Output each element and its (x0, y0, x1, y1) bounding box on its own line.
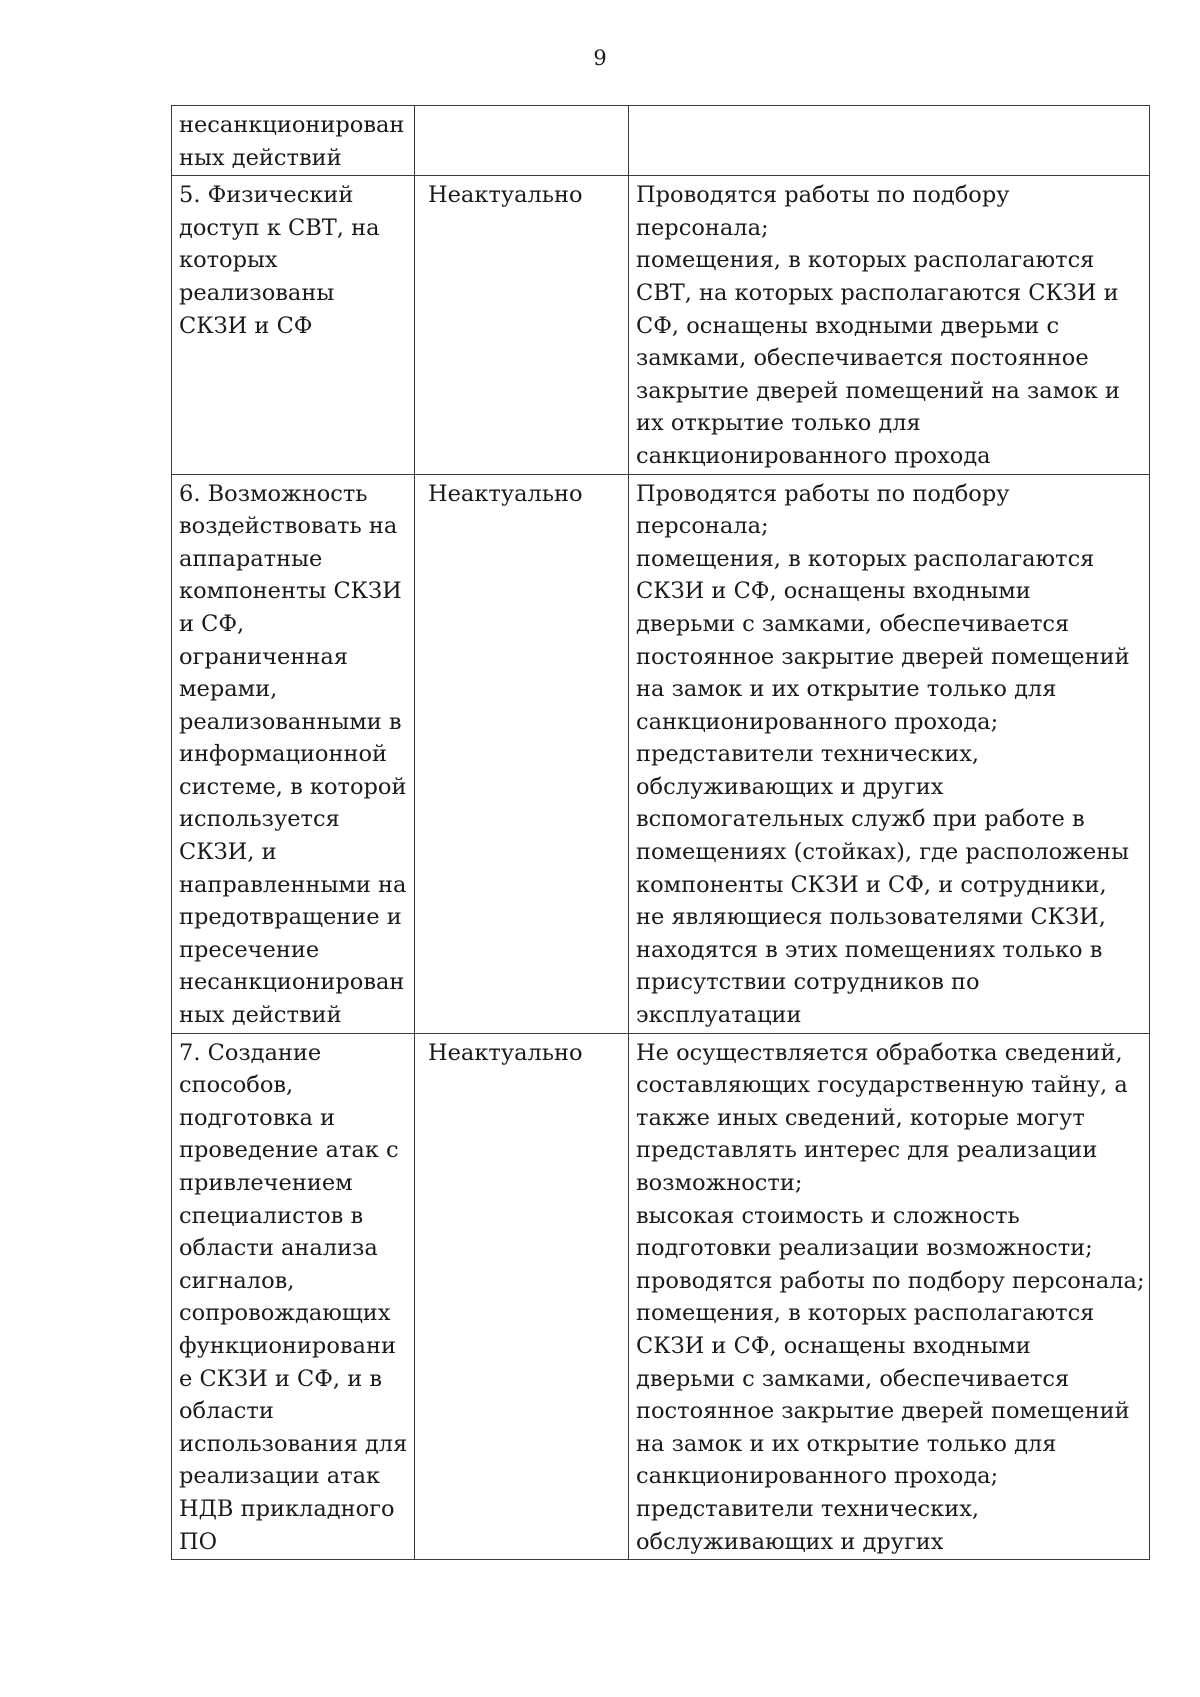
justification-text-line: присутствии сотрудников по (636, 969, 980, 996)
justification-text-line: их открытие только для (636, 410, 921, 437)
threat-text-line: реализованными в (179, 708, 402, 735)
actuality-value: Неактуально (428, 1039, 583, 1066)
threat-text-line: реализации атак (179, 1463, 381, 1490)
table-row (172, 1033, 1150, 1560)
actuality-cell (415, 176, 629, 474)
threat-text-line: используется (179, 806, 340, 833)
justification-text-line: Не осуществляется обработка сведений, (636, 1039, 1123, 1066)
threat-text-line: аппаратные (179, 545, 323, 572)
threat-text-line: подготовка и (179, 1104, 336, 1131)
justification-text-line: представлять интерес для реализации (636, 1137, 1098, 1164)
justification-text-line: СКЗИ и СФ, оснащены входными (636, 578, 1031, 605)
justification-text-line: находятся в этих помещениях только в (636, 936, 1103, 963)
threat-text-line: воздействовать на (179, 513, 398, 540)
table-row (172, 176, 1150, 474)
justification-text-line: на замок и их открытие только для (636, 676, 1057, 703)
threat-text-line: области анализа (179, 1235, 378, 1262)
justification-text-line: эксплуатации (636, 1002, 802, 1029)
justification-text-line: постоянное закрытие дверей помещений (636, 1398, 1130, 1425)
threat-text-line: функционировани (179, 1332, 396, 1359)
justification-text-line: помещения, в которых располагаются (636, 1300, 1095, 1327)
threat-text-line: ограниченная (179, 643, 348, 670)
threat-text-line: несанкционирован (179, 112, 405, 138)
threat-text-line: СКЗИ, и (179, 839, 277, 866)
threat-text-line: компоненты СКЗИ (179, 578, 402, 605)
threat-text-line: проведение атак с (179, 1137, 399, 1164)
actuality-cell (415, 474, 629, 1033)
threat-text-line: использования для (179, 1430, 408, 1457)
justification-text-line: санкционированного прохода; (636, 708, 999, 735)
threat-text-line: 5. Физический (179, 182, 354, 209)
threat-text-line: сигналов, (179, 1267, 295, 1294)
threat-text-line: пресечение (179, 936, 320, 963)
threat-text-line: доступ к СВТ, на (179, 214, 380, 241)
threat-text-line: НДВ прикладного (179, 1495, 395, 1522)
justification-cell (629, 474, 1150, 1033)
threat-text-line: области (179, 1398, 274, 1425)
threat-text-line: специалистов в (179, 1202, 364, 1229)
justification-text-line: санкционированного прохода (636, 442, 991, 469)
justification-text-line: подготовки реализации возможности; (636, 1235, 1093, 1262)
actuality-value: Неактуально (428, 480, 583, 507)
table-row (172, 474, 1150, 1033)
justification-text-line: составляющих государственную тайну, а (636, 1072, 1128, 1099)
justification-text-line: дверьми с замками, обеспечивается (636, 610, 1070, 637)
justification-text-line: также иных сведений, которые могут (636, 1104, 1085, 1131)
threat-text-line: ных действий (179, 1002, 342, 1029)
threat-text-line: ПО (179, 1528, 218, 1555)
actuality-cell (415, 106, 629, 176)
justification-cell (629, 176, 1150, 474)
threat-cell (172, 474, 415, 1033)
justification-cell (629, 1033, 1150, 1560)
actuality-value: Неактуально (428, 182, 583, 209)
threat-text-line: способов, (179, 1072, 294, 1099)
threat-text-line: информационной (179, 741, 388, 768)
justification-text-line: возможности; (636, 1170, 803, 1196)
justification-text-line: санкционированного прохода; (636, 1463, 999, 1490)
justification-text-line: замками, обеспечивается постоянное (636, 345, 1089, 372)
actuality-cell (415, 1033, 629, 1560)
threat-text-line: несанкционирован (179, 969, 405, 996)
threats-table (171, 105, 1150, 1560)
threat-text-line: направленными на (179, 871, 407, 898)
threat-text-line: которых (179, 247, 278, 274)
justification-text-line: персонала; (636, 214, 769, 241)
threat-cell (172, 1033, 415, 1560)
threat-cell (172, 106, 415, 176)
justification-text-line: помещениях (стойках), где расположены (636, 839, 1130, 866)
justification-text-line: Проводятся работы по подбору (636, 182, 1010, 209)
threat-text-line: предотвращение и (179, 904, 402, 931)
table-row (172, 106, 1150, 176)
threat-text-line: привлечением (179, 1170, 353, 1196)
justification-text-line: обслуживающих и других (636, 1528, 944, 1555)
justification-text-line: помещения, в которых располагаются (636, 247, 1095, 274)
justification-text-line: помещения, в которых располагаются (636, 545, 1095, 572)
justification-text-line: СФ, оснащены входными дверьми с (636, 312, 1060, 339)
threat-text-line: СКЗИ и СФ (179, 312, 313, 339)
threat-text-line: и СФ, (179, 610, 245, 637)
threat-text-line: 6. Возможность (179, 480, 368, 507)
justification-text-line: дверьми с замками, обеспечивается (636, 1365, 1070, 1392)
justification-text-line: СКЗИ и СФ, оснащены входными (636, 1332, 1031, 1359)
threat-text-line: системе, в которой (179, 773, 407, 800)
justification-text-line: представители технических, (636, 1495, 980, 1522)
threat-text-line: 7. Создание (179, 1039, 322, 1066)
justification-text-line: представители технических, (636, 741, 980, 768)
threat-text-line: е СКЗИ и СФ, и в (179, 1365, 383, 1392)
threat-text-line: сопровождающих (179, 1300, 391, 1327)
justification-text-line: на замок и их открытие только для (636, 1430, 1057, 1457)
justification-text-line: постоянное закрытие дверей помещений (636, 643, 1130, 670)
justification-text-line: обслуживающих и других (636, 773, 944, 800)
justification-text-line: вспомогательных служб при работе в (636, 806, 1085, 833)
justification-text-line: проводятся работы по подбору персонала; (636, 1267, 1145, 1294)
justification-text-line: не являющиеся пользователями СКЗИ, (636, 904, 1106, 931)
justification-text-line: персонала; (636, 513, 769, 540)
justification-text-line: Проводятся работы по подбору (636, 480, 1010, 507)
justification-text-line: высокая стоимость и сложность (636, 1202, 1020, 1229)
threat-text-line: реализованы (179, 279, 335, 306)
justification-cell (629, 106, 1150, 176)
threat-text-line: мерами, (179, 676, 278, 703)
threat-text-line: ных действий (179, 144, 342, 171)
justification-text-line: закрытие дверей помещений на замок и (636, 377, 1120, 404)
threat-cell (172, 176, 415, 474)
justification-text-line: компоненты СКЗИ и СФ, и сотрудники, (636, 871, 1107, 898)
page-number: 9 (593, 46, 607, 70)
justification-text-line: СВТ, на которых располагаются СКЗИ и (636, 279, 1119, 306)
